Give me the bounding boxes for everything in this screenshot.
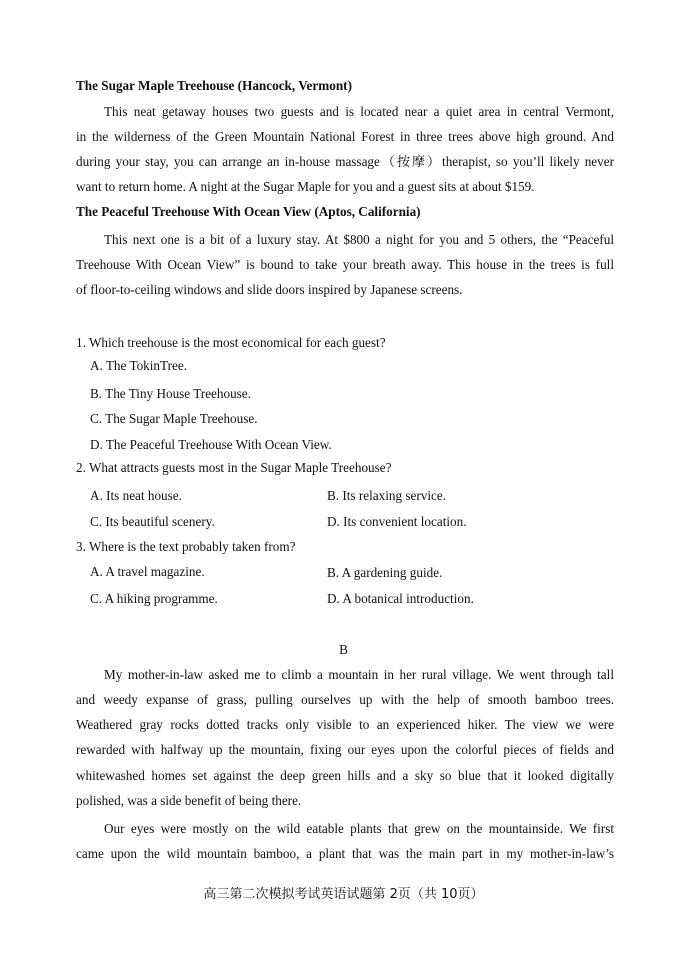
paragraph-line: whitewashed homes set against the deep green hills and a sky so blue that it looked digitally: [76, 768, 614, 783]
paragraph-line: My mother-in-law asked me to climb a mountain in her rural village. We went through tall: [104, 667, 614, 682]
treehouse-heading-peaceful: The Peaceful Treehouse With Ocean View (Aptos, California): [76, 204, 421, 219]
question-3-option-b[interactable]: B. A gardening guide.: [327, 565, 443, 580]
question-3-stem: 3. Where is the text probably taken from?: [76, 539, 296, 554]
paragraph-line: came upon the wild mountain bamboo, a plant that was the main part in my mother-in-law’s: [76, 846, 614, 861]
page-footer: 高三第二次模拟考试英语试题第 2页（共 10页）: [203, 887, 484, 902]
paragraph-line: of floor-to-ceiling windows and slide doors inspired by Japanese screens.: [76, 282, 463, 297]
question-1-option-a[interactable]: A. The TokinTree.: [90, 358, 188, 373]
question-2-option-b[interactable]: B. Its relaxing service.: [327, 488, 447, 503]
paragraph-line: in the wilderness of the Green Mountain National Forest in three trees above high ground. And: [76, 129, 614, 144]
paragraph-line: polished, was a side benefit of being there.: [76, 793, 302, 808]
paragraph-line: Our eyes were mostly on the wild eatable plants that grew on the mountainside. We first: [104, 821, 614, 836]
question-1-stem: 1. Which treehouse is the most economical for each guest?: [76, 335, 386, 350]
paragraph-line: rewarded with halfway up the mountain, fixing our eyes upon the colorful pieces of fields and: [76, 742, 614, 757]
question-2-option-c[interactable]: C. Its beautiful scenery.: [90, 514, 215, 529]
paragraph-line: This next one is a bit of a luxury stay. At $800 a night for you and 5 others, the “Peaceful: [104, 232, 614, 247]
treehouse-heading-sugar-maple: The Sugar Maple Treehouse (Hancock, Vermont): [76, 78, 352, 93]
paragraph-line: This neat getaway houses two guests and is located near a quiet area in central Vermont,: [104, 104, 614, 119]
paragraph-line: want to return home. A night at the Sugar Maple for you and a guest sits at about $159.: [76, 179, 535, 194]
paragraph-line: during your stay, you can arrange an in-house massage（按摩）therapist, so you’ll likely never: [76, 154, 614, 169]
question-1-option-c[interactable]: C. The Sugar Maple Treehouse.: [90, 411, 258, 426]
question-3-option-a[interactable]: A. A travel magazine.: [90, 564, 205, 579]
question-2-option-d[interactable]: D. Its convenient location.: [327, 514, 467, 529]
paragraph-line: and weedy expanse of grass, pulling ourselves up with the help of smooth bamboo trees.: [76, 692, 614, 707]
question-3-option-d[interactable]: D. A botanical introduction.: [327, 591, 474, 606]
paragraph-line: Treehouse With Ocean View” is bound to take your breath away. This house in the trees is full: [76, 257, 614, 272]
section-letter-b: B: [339, 642, 348, 657]
question-1-option-d[interactable]: D. The Peaceful Treehouse With Ocean View.: [90, 437, 332, 452]
question-3-option-c[interactable]: C. A hiking programme.: [90, 591, 218, 606]
question-2-option-a[interactable]: A. Its neat house.: [90, 488, 182, 503]
paragraph-line: Weathered gray rocks dotted tracks only visible to an experienced hiker. The view we were: [76, 717, 614, 732]
question-2-stem: 2. What attracts guests most in the Sugar Maple Treehouse?: [76, 460, 392, 475]
question-1-option-b[interactable]: B. The Tiny House Treehouse.: [90, 386, 251, 401]
